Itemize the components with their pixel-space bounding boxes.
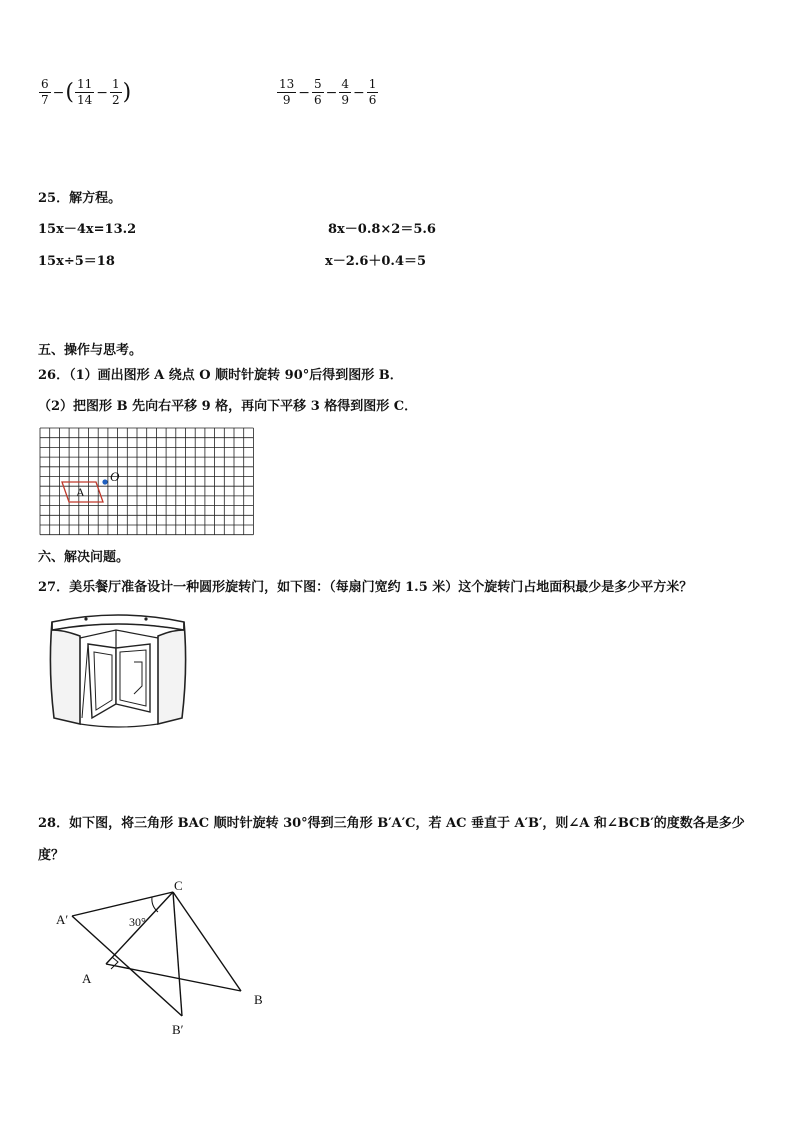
close-paren: ) <box>122 79 132 105</box>
fraction: $\frac{13}{9}$ <box>279 77 295 107</box>
section-6-title: 六、解决问题。 <box>38 550 130 565</box>
fraction-expression-1 <box>38 77 131 108</box>
right-angle-mark <box>111 957 118 969</box>
section-5-title: 五、操作与思考。 <box>38 343 143 358</box>
label-b-prime: B′ <box>172 1022 184 1037</box>
minus-sign: − <box>52 84 65 101</box>
ceiling-light-left <box>84 617 87 620</box>
fraction: $\frac{4}{9}$ <box>341 77 350 107</box>
fraction: $\frac{1}{6}$ <box>368 77 377 107</box>
segment-c-b-prime <box>173 892 182 1016</box>
question-28-line-1: 28．如下图，将三角形 BAC 顺时针旋转 30°得到三角形 B′A′C，若 AC 垂直于 A′B′，则∠A 和∠BCB′的度数各是多少 <box>38 816 745 831</box>
minus-sign: − <box>353 84 365 101</box>
label-o: O <box>110 469 120 484</box>
equation-1: 15x－4x=13.2 <box>38 222 137 237</box>
revolving-door-figure <box>46 608 190 728</box>
segment-a-prime-c <box>72 892 173 916</box>
label-a: A <box>82 971 92 986</box>
fraction: $\frac{1}{2}$ <box>111 77 120 107</box>
ceiling-light-right <box>144 617 147 620</box>
point-o <box>102 479 107 484</box>
angle-label-30: 30° <box>129 915 146 929</box>
question-26-line-2: （2）把图形 B 先向右平移 9 格，再向下平移 3 格得到图形 C． <box>38 399 418 414</box>
door-right-wall <box>158 622 186 724</box>
equation-2: 8x－0.8×2＝5.6 <box>328 222 436 237</box>
segment-a-b <box>106 964 241 991</box>
question-28-line-2: 度？ <box>38 848 65 863</box>
fraction: $\frac{5}{6}$ <box>314 77 322 107</box>
question-27-text: 27．美乐餐厅准备设计一种圆形旋转门，如下图：（每扇门宽约 1.5 米）这个旋转门占地面积最少是多少平方米？ <box>38 580 693 595</box>
fraction: $\frac{11}{14}$ <box>76 77 93 107</box>
door-left-wall <box>50 622 80 724</box>
fraction: $\frac{6}{7}$ <box>41 77 49 107</box>
minus-sign: − <box>325 84 338 101</box>
door-floor <box>80 724 158 727</box>
door-panel-right <box>116 644 150 712</box>
label-c: C <box>174 878 183 893</box>
grid-figure <box>38 426 254 536</box>
segment-c-b <box>173 892 241 991</box>
question-25-title: 25．解方程。 <box>38 191 122 206</box>
question-26-line-1: 26．（1）画出图形 A 绕点 O 顺时针旋转 90°后得到图形 B． <box>38 368 403 383</box>
label-a-prime: A′ <box>56 912 69 927</box>
triangle-rotation-figure <box>48 878 278 1048</box>
segment-a-prime-b-prime <box>72 916 182 1016</box>
door-canopy <box>52 615 184 630</box>
open-paren: ( <box>65 79 74 105</box>
equation-3: 15x÷5＝18 <box>38 254 115 269</box>
label-b: B <box>254 992 263 1007</box>
minus-sign: − <box>298 84 311 101</box>
minus-sign: − <box>96 84 108 101</box>
equation-4: x－2.6＋0.4＝5 <box>325 254 427 269</box>
fraction-expression-2 <box>276 77 379 108</box>
label-a: A <box>76 485 85 499</box>
